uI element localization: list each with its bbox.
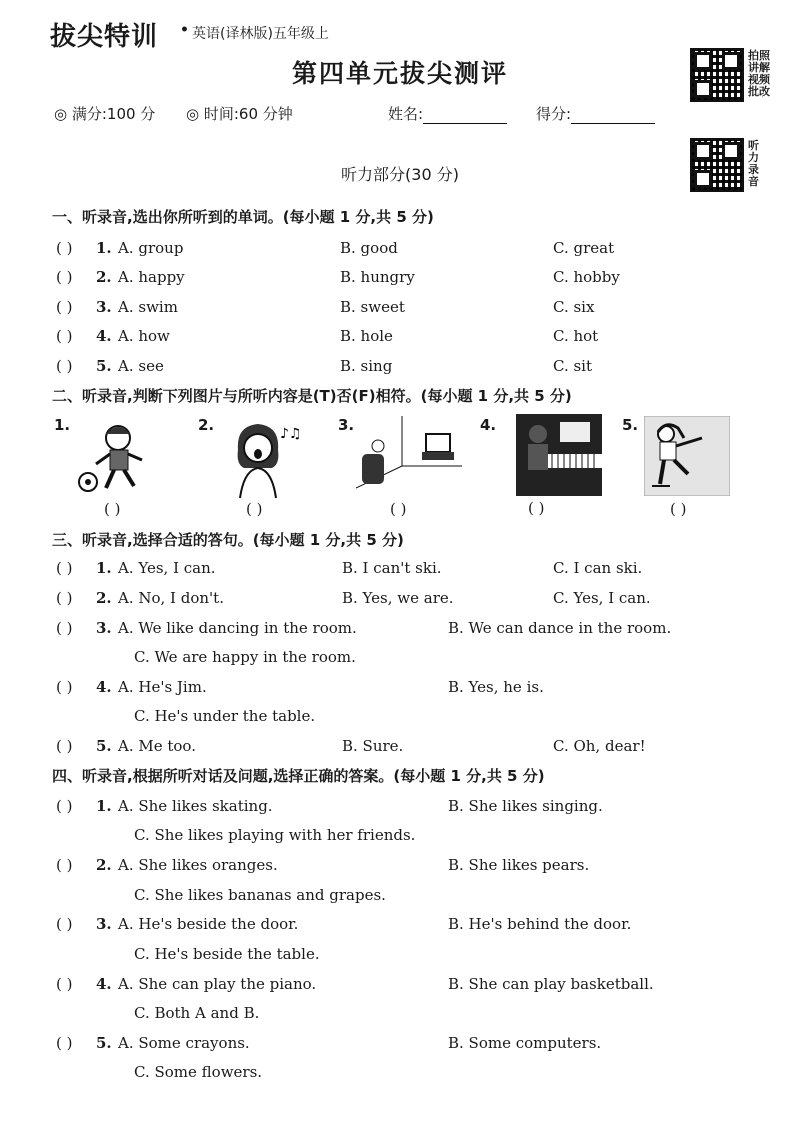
- s3-question-1: [0, 557, 800, 579]
- score-label: 得分:: [536, 105, 572, 123]
- question-number: 2.: [96, 589, 112, 607]
- answer-blank[interactable]: ( ): [56, 797, 73, 815]
- question-number: 5.: [96, 357, 112, 375]
- girl-skating-picture: [644, 416, 730, 496]
- section-3-heading: 三、听录音,选择合适的答句。(每小题 1 分,共 5 分): [52, 531, 404, 549]
- option-c: C. great: [553, 239, 615, 257]
- page-title: 第四单元拔尖测评: [291, 59, 508, 88]
- s1-question-1: [0, 237, 800, 259]
- s4-question-1-cont: [0, 824, 800, 846]
- question-number: 1.: [96, 239, 112, 257]
- option-c: C. six: [553, 298, 595, 316]
- s4-question-3-cont: [0, 943, 800, 965]
- question-number: 5.: [96, 737, 112, 755]
- option-a: A. Some crayons.: [118, 1034, 250, 1052]
- option-a: A. She likes oranges.: [118, 856, 278, 874]
- question-number: 3.: [96, 915, 112, 933]
- question-number: 4.: [96, 327, 112, 345]
- option-c: C. Yes, I can.: [553, 589, 651, 607]
- answer-blank[interactable]: ( ): [56, 589, 73, 607]
- option-c: C. He's beside the table.: [134, 945, 320, 963]
- boy-playing-football-picture: [76, 420, 160, 496]
- option-a: A. He's Jim.: [118, 678, 207, 696]
- question-number: 2.: [96, 856, 112, 874]
- s4-question-5-cont: [0, 1061, 800, 1083]
- option-c: C. He's under the table.: [134, 707, 316, 725]
- question-number: 1.: [96, 797, 112, 815]
- option-c: C. We are happy in the room.: [134, 648, 356, 666]
- answer-blank[interactable]: ( ): [56, 915, 73, 933]
- option-a: A. group: [118, 239, 184, 257]
- option-b: B. I can't ski.: [342, 559, 442, 577]
- option-a: A. how: [118, 327, 170, 345]
- qr-code-explain[interactable]: [690, 48, 744, 102]
- s3-question-4: [0, 676, 800, 698]
- s4-question-4: [0, 973, 800, 995]
- s4-question-2-cont: [0, 884, 800, 906]
- s4-question-1: [0, 795, 800, 817]
- option-b: B. hole: [340, 327, 393, 345]
- s3-question-5: [0, 735, 800, 757]
- option-c: C. hot: [553, 327, 599, 345]
- option-a: A. Yes, I can.: [118, 559, 216, 577]
- s3-question-3: [0, 617, 800, 639]
- question-number: 2.: [96, 268, 112, 286]
- option-a: A. swim: [118, 298, 178, 316]
- answer-blank[interactable]: ( ): [56, 239, 73, 257]
- answer-blank[interactable]: ( ): [56, 737, 73, 755]
- qr-label-audio: 听力录音: [748, 139, 759, 188]
- s4-question-4-cont: [0, 1002, 800, 1024]
- s1-question-5: [0, 355, 800, 377]
- question-number: 4.: [96, 678, 112, 696]
- name-field[interactable]: [388, 103, 507, 124]
- s4-question-3: [0, 913, 800, 935]
- section-4-heading: 四、听录音,根据所听对话及问题,选择正确的答案。(每小题 1 分,共 5 分): [52, 767, 545, 785]
- picture-number-3: 3.: [338, 416, 355, 434]
- question-number: 3.: [96, 619, 112, 637]
- option-b: B. He's behind the door.: [448, 915, 632, 933]
- option-b: B. Yes, he is.: [448, 678, 544, 696]
- answer-blank[interactable]: ( ): [56, 298, 73, 316]
- option-b: B. sing: [340, 357, 393, 375]
- option-b: B. Sure.: [342, 737, 404, 755]
- section-1-heading: 一、听录音,选出你所听到的单词。(每小题 1 分,共 5 分): [52, 208, 434, 226]
- option-a: A. Me too.: [118, 737, 196, 755]
- picture-number-2: 2.: [198, 416, 215, 434]
- qr-label-explain: 拍照讲解视频批改: [748, 49, 770, 98]
- option-a: A. happy: [118, 268, 185, 286]
- s4-question-5: [0, 1032, 800, 1054]
- s3-question-3-cont: [0, 646, 800, 668]
- s1-question-3: [0, 296, 800, 318]
- bullet: •: [180, 22, 189, 38]
- option-c: C. Some flowers.: [134, 1063, 263, 1081]
- answer-blank[interactable]: ( ): [56, 357, 73, 375]
- question-number: 4.: [96, 975, 112, 993]
- picture-4-answer[interactable]: ( ): [528, 499, 545, 517]
- answer-blank[interactable]: ( ): [56, 268, 73, 286]
- option-a: A. She likes skating.: [118, 797, 273, 815]
- picture-number-5: 5.: [622, 416, 639, 434]
- option-b: B. She likes pears.: [448, 856, 590, 874]
- picture-number-4: 4.: [480, 416, 497, 434]
- score-field[interactable]: [536, 103, 655, 124]
- answer-blank[interactable]: ( ): [56, 1034, 73, 1052]
- section-2-heading: 二、听录音,判断下列图片与所听内容是(T)否(F)相符。(每小题 1 分,共 5 分): [52, 387, 572, 405]
- time-limit: ◎ 时间:60 分钟: [186, 105, 293, 123]
- name-blank[interactable]: [423, 107, 507, 124]
- name-label: 姓名:: [388, 105, 424, 123]
- option-a: A. She can play the piano.: [118, 975, 317, 993]
- option-c: C. Both A and B.: [134, 1004, 260, 1022]
- question-number: 3.: [96, 298, 112, 316]
- option-c: C. sit: [553, 357, 593, 375]
- s3-question-2: [0, 587, 800, 609]
- option-a: A. No, I don't.: [118, 589, 224, 607]
- option-c: C. She likes playing with her friends.: [134, 826, 416, 844]
- option-b: B. We can dance in the room.: [448, 619, 672, 637]
- option-b: B. good: [340, 239, 398, 257]
- answer-blank[interactable]: ( ): [56, 856, 73, 874]
- s1-question-4: [0, 325, 800, 347]
- answer-blank[interactable]: ( ): [56, 619, 73, 637]
- full-score: ◎ 满分:100 分: [54, 105, 156, 123]
- s3-question-4-cont: [0, 705, 800, 727]
- question-number: 5.: [96, 1034, 112, 1052]
- picture-number-1: 1.: [54, 416, 71, 434]
- option-a: A. He's beside the door.: [118, 915, 299, 933]
- listening-part-title: 听力部分(30 分): [341, 165, 459, 184]
- girl-singing-picture: [220, 420, 310, 500]
- option-c: C. She likes bananas and grapes.: [134, 886, 386, 904]
- option-b: B. Some computers.: [448, 1034, 602, 1052]
- option-b: B. sweet: [340, 298, 405, 316]
- answer-blank[interactable]: ( ): [56, 975, 73, 993]
- option-b: B. She can play basketball.: [448, 975, 654, 993]
- option-b: B. hungry: [340, 268, 415, 286]
- picture-2-answer[interactable]: ( ): [246, 500, 263, 518]
- answer-blank[interactable]: ( ): [56, 327, 73, 345]
- book-subtitle: 英语(译林版)五年级上: [192, 26, 329, 42]
- option-a: A. see: [118, 357, 164, 375]
- s4-question-2: [0, 854, 800, 876]
- s1-question-2: [0, 266, 800, 288]
- picture-1-answer[interactable]: ( ): [104, 500, 121, 518]
- picture-3-answer[interactable]: ( ): [390, 500, 407, 518]
- option-c: C. I can ski.: [553, 559, 643, 577]
- girl-playing-piano-picture: [516, 414, 602, 496]
- answer-blank[interactable]: ( ): [56, 559, 73, 577]
- svg-text:♪♫: ♪♫: [280, 426, 302, 442]
- option-b: B. Yes, we are.: [342, 589, 454, 607]
- option-c: C. hobby: [553, 268, 620, 286]
- answer-blank[interactable]: ( ): [56, 678, 73, 696]
- question-number: 1.: [96, 559, 112, 577]
- score-blank[interactable]: [571, 107, 655, 124]
- option-b: B. She likes singing.: [448, 797, 603, 815]
- brand-logo: 拔尖特训: [50, 22, 159, 52]
- option-a: A. We like dancing in the room.: [118, 619, 357, 637]
- picture-5-answer[interactable]: ( ): [670, 500, 687, 518]
- man-watching-tv-picture: [356, 416, 462, 496]
- option-c: C. Oh, dear!: [553, 737, 646, 755]
